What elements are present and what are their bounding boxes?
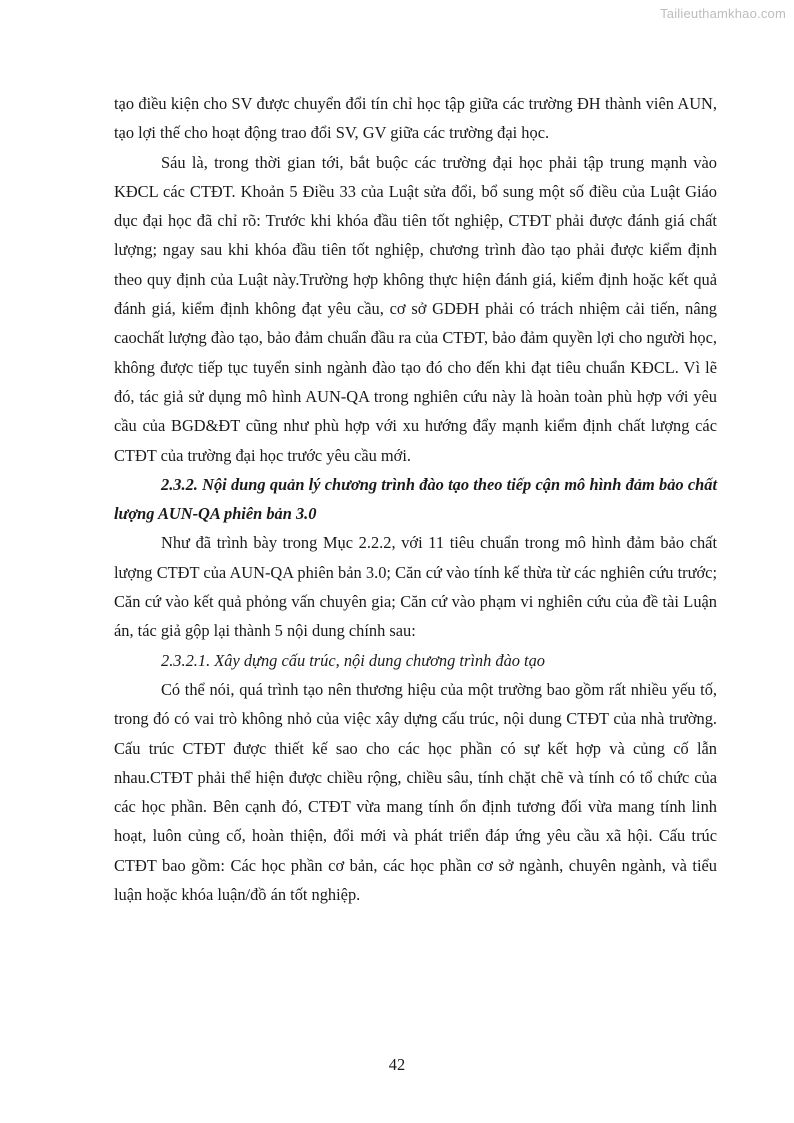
document-body	[114, 89, 717, 909]
page-number: 42	[388, 1055, 406, 1074]
paragraph-sixth-point: Sáu là, trong thời gian tới, bắt buộc các trường đại học phải tập trung mạnh vào KĐCL các CTĐT. Khoản 5 Điều 33 của Luật sửa đổi, bổ sung một số điều của Luật Giáo dục đại học đã chỉ rõ: Trước khi khóa đầu tiên tốt nghiệp, CTĐT phải được đánh giá chất lượng; ngay sau khi khóa đầu tiên tốt nghiệp, chương trình đào tạo phải được kiểm định theo quy định của Luật này.Trường hợp không thực hiện đánh giá, kiểm định hoặc kết quả đánh giá, kiểm định không đạt yêu cầu, cơ sở GDĐH phải có trách nhiệm cải tiến, nâng caochất lượng đào tạo, bảo đảm chuẩn đầu ra của CTĐT, bảo đảm quyền lợi cho người học, không được tiếp tục tuyển sinh ngành đào tạo đó cho đến khi đạt tiêu chuẩn KĐCL. Vì lẽ đó, tác giả sử dụng mô hình AUN-QA trong nghiên cứu này là hoàn toàn phù hợp với yêu cầu của BGD&ĐT cũng như phù hợp với xu hướng đẩy mạnh kiểm định chất lượng các CTĐT của trường đại học trước yêu cầu mới.	[114, 152, 717, 465]
paragraph-continuation: tạo điều kiện cho SV được chuyển đổi tín chỉ học tập giữa các trường ĐH thành viên AUN, tạo lợi thế cho hoạt động trao đổi SV, GV giữa các trường đại học.	[114, 94, 717, 143]
watermark-text: Tailieuthamkhao.com	[660, 6, 786, 21]
paragraph-section-intro: Như đã trình bày trong Mục 2.2.2, với 11 tiêu chuẩn trong mô hình đảm bảo chất lượng CTĐT của AUN-QA phiên bản 3.0; Căn cứ vào tính kế thừa từ các nghiên cứu trước; Căn cứ vào kết quả phỏng vấn chuyên gia; Căn cứ vào phạm vi nghiên cứu của đề tài Luận án, tác giả gộp lại thành 5 nội dung chính sau:	[114, 533, 717, 641]
subsection-heading-2-3-2-1: 2.3.2.1. Xây dựng cấu trúc, nội dung chương trình đào tạo	[161, 650, 546, 670]
paragraph-program-structure: Có thể nói, quá trình tạo nên thương hiệu của một trường bao gồm rất nhiều yếu tố, trong đó có vai trò không nhỏ của việc xây dựng cấu trúc, nội dung CTĐT của nhà trường. Cấu trúc CTĐT được thiết kế sao cho các học phần có sự kết hợp và củng cố lẫn nhau.CTĐT phải thể hiện được chiều rộng, chiều sâu, tính chặt chẽ và tính có tổ chức của các học phần. Bên cạnh đó, CTĐT vừa mang tính ổn định tương đối vừa mang tính linh hoạt, luôn củng cố, hoàn thiện, đổi mới và phát triển đáp ứng yêu cầu xã hội. Cấu trúc CTĐT bao gồm: Các học phần cơ bản, các học phần cơ sở ngành, chuyên ngành, và tiểu luận hoặc khóa luận/đồ án tốt nghiệp.	[114, 679, 717, 905]
section-heading-2-3-2: 2.3.2. Nội dung quản lý chương trình đào tạo theo tiếp cận mô hình đảm bảo chất lượng AUN-QA phiên bản 3.0	[114, 474, 717, 524]
